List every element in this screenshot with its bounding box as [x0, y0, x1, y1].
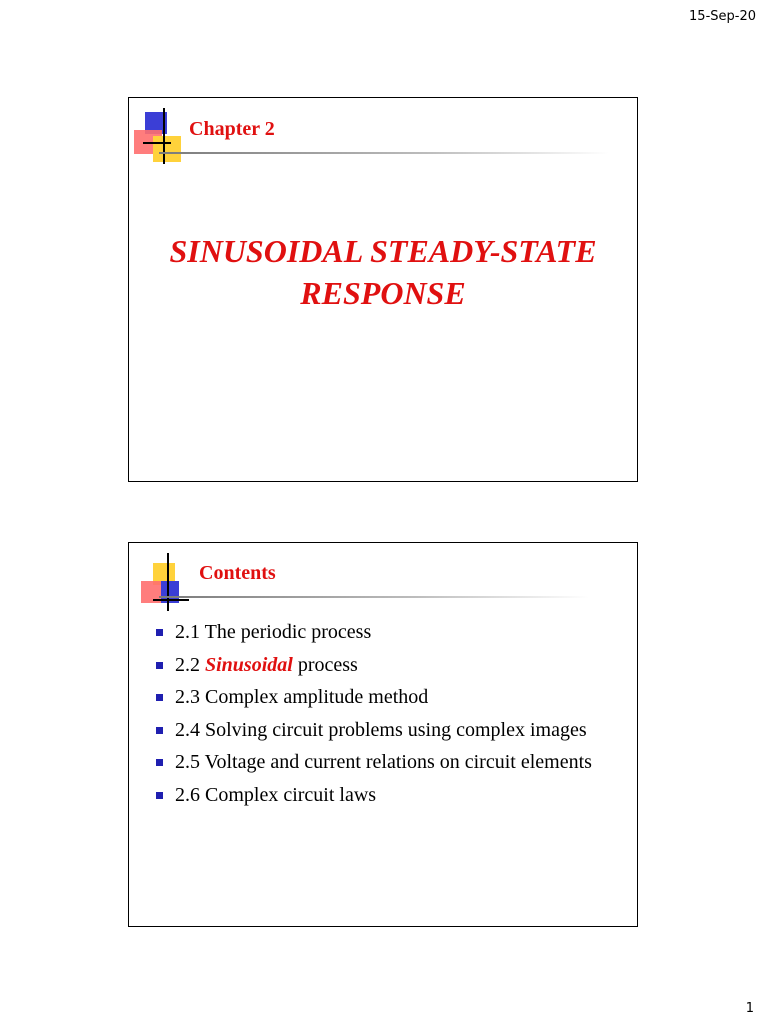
list-item-prefix: 2.2 — [175, 653, 205, 676]
list-item-text: 2.5 Voltage and current relations on circuit elements — [175, 751, 592, 773]
title-rule — [159, 596, 589, 598]
list-item — [153, 684, 617, 710]
decoration-vertical-line — [163, 108, 165, 164]
decoration-vertical-line — [167, 553, 169, 611]
square-bullet-icon — [156, 662, 163, 669]
square-bullet-icon — [156, 629, 163, 636]
list-item — [153, 619, 617, 645]
slide-decoration — [131, 108, 191, 178]
list-item — [153, 782, 617, 808]
list-item-suffix: process — [292, 653, 358, 676]
square-bullet-icon — [156, 694, 163, 701]
slide-contents — [128, 542, 638, 927]
decoration-horizontal-line — [143, 142, 171, 144]
title-rule — [159, 152, 609, 154]
main-heading — [139, 230, 627, 314]
list-item-text: 2.3 Complex amplitude method — [175, 686, 429, 708]
slide-title-chapter — [128, 97, 638, 482]
decoration-yellow-square — [153, 136, 181, 162]
main-heading-line-2: RESPONSE — [300, 275, 466, 311]
list-item — [153, 652, 617, 678]
page-date: 15-Sep-20 — [689, 9, 756, 24]
page-number: 1 — [745, 1001, 754, 1016]
square-bullet-icon — [156, 727, 163, 734]
square-bullet-icon — [156, 792, 163, 799]
list-item — [153, 749, 617, 775]
main-heading-line-1: SINUSOIDAL STEADY-STATE — [169, 233, 597, 269]
list-item-text: 2.4 Solving circuit problems using complex images — [175, 718, 587, 741]
chapter-title: Chapter 2 — [189, 118, 275, 140]
list-item-text: 2.6 Complex circuit laws — [175, 783, 377, 806]
contents-title: Contents — [199, 562, 276, 584]
decoration-horizontal-line — [153, 599, 189, 601]
square-bullet-icon — [156, 759, 163, 766]
list-item-emphasis: Sinusoidal — [205, 653, 293, 676]
list-item — [153, 717, 617, 743]
slide-decoration — [139, 551, 199, 621]
list-item-text: 2.1 The periodic process — [175, 621, 372, 643]
contents-list — [153, 619, 617, 814]
